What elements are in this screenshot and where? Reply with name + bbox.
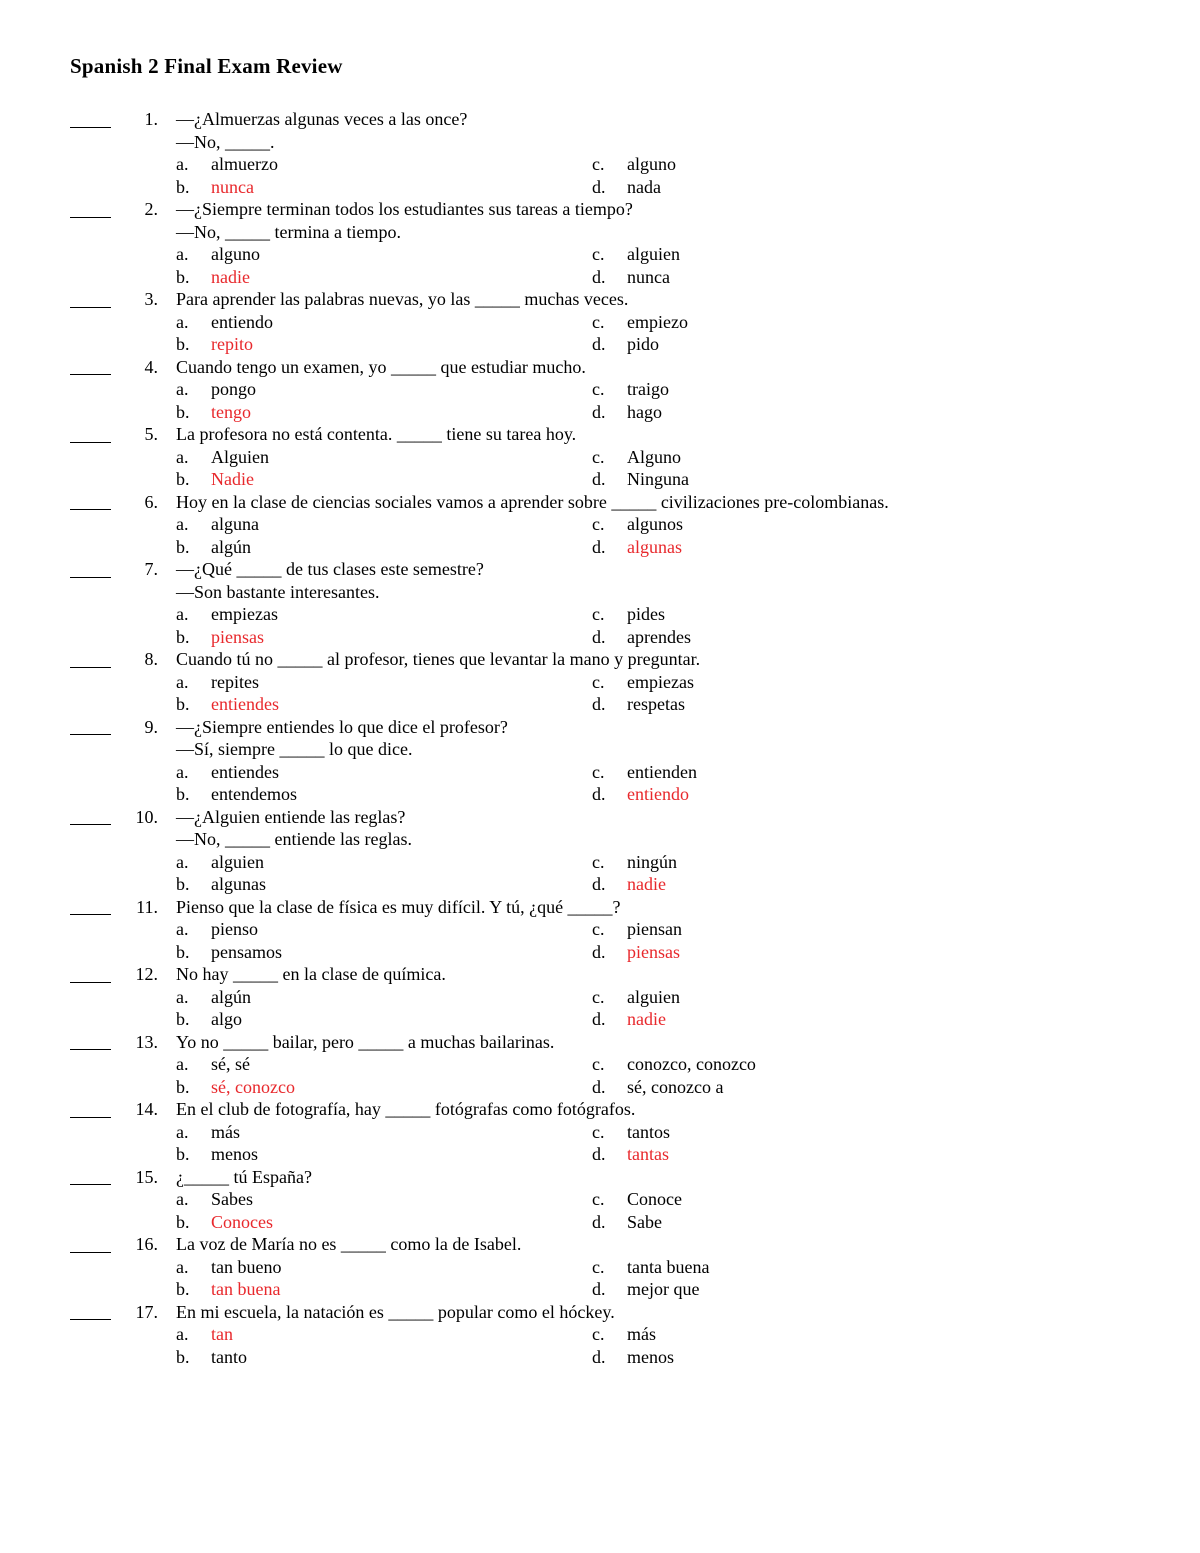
question-stem: La profesora no está contenta. _____ tiene su tarea hoy. [176, 424, 577, 444]
question-stem: —¿Siempre terminan todos los estudiantes sus tareas a tiempo? [176, 199, 633, 219]
option-text: Alguien [211, 446, 269, 467]
question-number: 15. [135, 1166, 158, 1187]
option-letter: a. [176, 604, 189, 624]
option-row [0, 1323, 1200, 1346]
question-number: 12. [135, 964, 158, 984]
option-letter: d. [592, 1279, 606, 1299]
option-text: más [211, 1121, 240, 1142]
option-text: tanta buena [627, 1256, 710, 1277]
option-text: Alguno [627, 446, 681, 467]
option-letter: c. [592, 986, 605, 1007]
page-title: Spanish 2 Final Exam Review [70, 54, 343, 78]
option-letter: a. [176, 671, 189, 692]
option-text: Conoces [211, 1211, 273, 1232]
option-text: piensan [627, 919, 682, 939]
option-letter: c. [592, 446, 605, 467]
option-row [0, 1278, 1200, 1301]
question-stem: —¿Almuerzas algunas veces a las once? [176, 109, 468, 129]
option-text: aprendes [627, 626, 691, 647]
option-row [0, 243, 1200, 266]
option-letter: d. [592, 1346, 606, 1367]
question-stem: En el club de fotografía, hay _____ fotógrafas como fotógrafos. [176, 1099, 636, 1119]
question-number: 10. [135, 806, 158, 827]
question-item [0, 896, 1200, 964]
question-stem-line [0, 221, 1200, 244]
question-stem: —No, _____. [176, 131, 275, 152]
option-text: alguien [211, 851, 264, 872]
option-text: tan bueno [211, 1256, 282, 1277]
option-row [0, 986, 1200, 1009]
option-text: más [627, 1324, 656, 1344]
question-item [0, 108, 1200, 198]
question-stem-line [0, 896, 1200, 919]
option-letter: c. [592, 514, 605, 534]
question-item [0, 288, 1200, 356]
question-stem-line [0, 1301, 1200, 1324]
option-text: algunas [211, 874, 266, 894]
question-number: 5. [144, 424, 158, 444]
question-number: 6. [144, 491, 158, 512]
option-row [0, 513, 1200, 536]
option-letter: d. [592, 176, 606, 197]
answer-blank[interactable] [70, 716, 111, 739]
option-letter: d. [592, 401, 606, 422]
option-letter: c. [592, 1054, 605, 1074]
option-text: algún [211, 536, 251, 557]
option-row [0, 761, 1200, 784]
option-letter: b. [176, 536, 190, 557]
option-letter: c. [592, 919, 605, 939]
option-text: piensas [211, 626, 264, 647]
option-row [0, 266, 1200, 289]
option-letter: b. [176, 1211, 190, 1232]
question-item [0, 1098, 1200, 1166]
question-item [0, 648, 1200, 716]
answer-blank[interactable] [70, 1301, 111, 1324]
option-text: empiezo [627, 311, 688, 332]
option-text: tan [211, 1324, 233, 1344]
option-letter: c. [592, 604, 605, 624]
option-text: Sabes [211, 1189, 253, 1209]
option-letter: d. [592, 266, 606, 287]
option-text: menos [211, 1144, 258, 1164]
option-row [0, 378, 1200, 401]
option-row [0, 693, 1200, 716]
question-stem: ¿_____ tú España? [176, 1166, 312, 1187]
option-letter: b. [176, 1279, 190, 1299]
option-row [0, 1008, 1200, 1031]
option-letter: a. [176, 379, 189, 399]
question-stem: No hay _____ en la clase de química. [176, 964, 446, 984]
question-stem: —No, _____ termina a tiempo. [176, 221, 401, 242]
answer-blank[interactable] [70, 896, 111, 919]
option-letter: c. [592, 379, 605, 399]
option-text: algo [211, 1009, 242, 1029]
answer-blank[interactable] [70, 1233, 111, 1256]
option-text: respetas [627, 694, 685, 714]
option-text: nadie [211, 266, 250, 287]
option-letter: a. [176, 919, 189, 939]
option-text: entiendes [211, 694, 279, 714]
question-stem-line [0, 581, 1200, 604]
option-letter: a. [176, 1121, 189, 1142]
answer-blank[interactable] [70, 558, 111, 581]
question-stem: —No, _____ entiende las reglas. [176, 829, 412, 849]
question-stem-line [0, 828, 1200, 851]
option-row [0, 1121, 1200, 1144]
question-stem-line [0, 738, 1200, 761]
option-letter: b. [176, 1346, 190, 1367]
option-text: alguna [211, 514, 259, 534]
option-letter: b. [176, 334, 190, 354]
option-letter: b. [176, 694, 190, 714]
question-stem: La voz de María no es _____ como la de Isabel. [176, 1234, 522, 1254]
option-letter: a. [176, 1054, 189, 1074]
option-text: menos [627, 1346, 674, 1367]
question-item [0, 356, 1200, 424]
option-row [0, 333, 1200, 356]
option-letter: d. [592, 1009, 606, 1029]
question-item [0, 716, 1200, 806]
question-item [0, 806, 1200, 896]
question-stem-line [0, 558, 1200, 581]
option-text: pienso [211, 919, 258, 939]
question-stem-line [0, 963, 1200, 986]
question-stem: Hoy en la clase de ciencias sociales vamos a aprender sobre _____ civilizaciones pre-colombianas. [176, 491, 889, 512]
option-text: hago [627, 401, 662, 422]
option-letter: b. [176, 266, 190, 287]
option-text: empiezas [627, 671, 694, 692]
option-letter: d. [592, 334, 606, 354]
question-stem-line [0, 198, 1200, 221]
option-row [0, 176, 1200, 199]
option-letter: a. [176, 244, 189, 264]
option-letter: b. [176, 1076, 190, 1097]
option-text: entiendo [211, 311, 273, 332]
option-letter: b. [176, 941, 190, 962]
option-row [0, 401, 1200, 424]
option-letter: c. [592, 154, 605, 174]
question-item [0, 1031, 1200, 1099]
question-item [0, 963, 1200, 1031]
option-text: tanto [211, 1346, 247, 1367]
question-item [0, 1233, 1200, 1301]
question-stem-line [0, 1233, 1200, 1256]
option-text: Ninguna [627, 469, 689, 489]
question-stem: —¿Alguien entiende las reglas? [176, 806, 406, 827]
option-row [0, 446, 1200, 469]
question-item [0, 558, 1200, 648]
option-row [0, 918, 1200, 941]
answer-blank[interactable] [70, 1166, 111, 1189]
option-text: almuerzo [211, 154, 278, 174]
option-text: alguien [627, 244, 680, 264]
option-letter: b. [176, 469, 190, 489]
answer-blank[interactable] [70, 491, 111, 514]
option-text: alguno [627, 154, 676, 174]
option-letter: a. [176, 851, 189, 872]
option-text: tantos [627, 1121, 670, 1142]
answer-blank[interactable] [70, 423, 111, 446]
question-number: 17. [135, 1301, 158, 1322]
option-text: conozco, conozco [627, 1054, 756, 1074]
option-text: Conoce [627, 1189, 682, 1209]
option-text: entendemos [211, 784, 297, 804]
question-stem-line [0, 806, 1200, 829]
option-letter: b. [176, 1009, 190, 1029]
option-text: Nadie [211, 469, 254, 489]
question-stem: Para aprender las palabras nuevas, yo las _____ muchas veces. [176, 289, 629, 309]
option-letter: c. [592, 1189, 605, 1209]
option-text: sé, sé [211, 1054, 250, 1074]
question-stem-line [0, 491, 1200, 514]
option-letter: b. [176, 874, 190, 894]
option-letter: c. [592, 671, 605, 692]
option-text: pongo [211, 379, 256, 399]
option-letter: a. [176, 514, 189, 534]
question-number: 7. [144, 559, 158, 579]
question-number: 9. [144, 716, 158, 737]
option-text: tan buena [211, 1279, 281, 1299]
option-text: pensamos [211, 941, 282, 962]
option-letter: d. [592, 874, 606, 894]
option-letter: a. [176, 446, 189, 467]
option-letter: b. [176, 626, 190, 647]
question-number: 16. [135, 1234, 158, 1254]
option-text: nadie [627, 874, 666, 894]
question-stem-line [0, 1098, 1200, 1121]
question-stem: Cuando tengo un examen, yo _____ que estudiar mucho. [176, 356, 586, 377]
option-row [0, 1143, 1200, 1166]
option-letter: b. [176, 176, 190, 197]
question-number: 13. [135, 1031, 158, 1052]
option-letter: d. [592, 1076, 606, 1097]
option-text: entiendo [627, 784, 689, 804]
option-letter: a. [176, 154, 189, 174]
option-row [0, 873, 1200, 896]
option-letter: d. [592, 626, 606, 647]
option-row [0, 783, 1200, 806]
option-letter: d. [592, 941, 606, 962]
option-text: ningún [627, 851, 678, 872]
question-stem: —Son bastante interesantes. [176, 581, 380, 602]
option-row [0, 1256, 1200, 1279]
question-stem: Cuando tú no _____ al profesor, tienes que levantar la mano y preguntar. [176, 649, 701, 669]
question-stem: Pienso que la clase de física es muy difícil. Y tú, ¿qué _____? [176, 896, 621, 917]
answer-blank[interactable] [70, 806, 111, 829]
option-letter: a. [176, 1189, 189, 1209]
option-letter: a. [176, 1256, 189, 1277]
question-item [0, 1301, 1200, 1369]
option-text: pido [627, 334, 660, 354]
option-letter: c. [592, 1121, 605, 1142]
option-row [0, 311, 1200, 334]
option-row [0, 603, 1200, 626]
answer-blank[interactable] [70, 1031, 111, 1054]
question-number: 14. [135, 1099, 158, 1119]
option-text: alguno [211, 244, 260, 264]
option-text: nada [627, 176, 661, 197]
option-letter: d. [592, 1211, 606, 1232]
option-text: algunos [627, 514, 683, 534]
option-row [0, 1346, 1200, 1369]
question-stem-line [0, 108, 1200, 131]
option-letter: d. [592, 784, 606, 804]
option-letter: c. [592, 1256, 605, 1277]
option-row [0, 1076, 1200, 1099]
question-item [0, 198, 1200, 288]
option-row [0, 153, 1200, 176]
question-stem-line [0, 356, 1200, 379]
option-text: nadie [627, 1009, 666, 1029]
question-item [0, 423, 1200, 491]
answer-blank[interactable] [70, 288, 111, 311]
option-text: entiendes [211, 761, 279, 782]
question-stem-line [0, 1166, 1200, 1189]
question-item [0, 491, 1200, 559]
option-letter: d. [592, 536, 606, 557]
question-number: 1. [144, 109, 158, 129]
option-row [0, 671, 1200, 694]
question-number: 3. [144, 289, 158, 309]
question-stem-line [0, 423, 1200, 446]
option-letter: d. [592, 1144, 606, 1164]
option-text: algunas [627, 536, 682, 557]
option-text: mejor que [627, 1279, 700, 1299]
option-letter: d. [592, 469, 606, 489]
option-text: repites [211, 671, 259, 692]
option-letter: c. [592, 851, 605, 872]
option-text: nunca [627, 266, 670, 287]
option-row [0, 536, 1200, 559]
option-text: nunca [211, 176, 254, 197]
option-text: pides [627, 604, 665, 624]
answer-blank[interactable] [70, 108, 111, 131]
question-number: 8. [144, 649, 158, 669]
question-number: 2. [144, 199, 158, 219]
question-number: 4. [144, 356, 158, 377]
question-stem: Yo no _____ bailar, pero _____ a muchas bailarinas. [176, 1031, 555, 1052]
option-row [0, 1211, 1200, 1234]
option-text: tantas [627, 1144, 669, 1164]
option-text: sé, conozco [211, 1076, 295, 1097]
answer-blank[interactable] [70, 648, 111, 671]
option-row [0, 1053, 1200, 1076]
option-row [0, 851, 1200, 874]
answer-blank[interactable] [70, 356, 111, 379]
question-item [0, 1166, 1200, 1234]
option-letter: b. [176, 784, 190, 804]
answer-blank[interactable] [70, 963, 111, 986]
option-letter: a. [176, 986, 189, 1007]
option-text: repito [211, 334, 253, 354]
question-number: 11. [136, 896, 158, 917]
question-stem: En mi escuela, la natación es _____ popular como el hóckey. [176, 1301, 615, 1322]
option-letter: c. [592, 1324, 605, 1344]
option-letter: d. [592, 694, 606, 714]
option-row [0, 941, 1200, 964]
option-letter: c. [592, 761, 605, 782]
option-text: Sabe [627, 1211, 662, 1232]
option-text: piensas [627, 941, 680, 962]
question-stem: —Sí, siempre _____ lo que dice. [176, 739, 413, 759]
question-stem: —¿Siempre entiendes lo que dice el profesor? [176, 716, 508, 737]
question-list [0, 108, 1200, 1368]
option-letter: b. [176, 1144, 190, 1164]
answer-blank[interactable] [70, 198, 111, 221]
option-letter: c. [592, 244, 605, 264]
option-letter: c. [592, 311, 605, 332]
question-stem-line [0, 648, 1200, 671]
option-letter: a. [176, 311, 189, 332]
question-stem-line [0, 716, 1200, 739]
option-text: algún [211, 986, 251, 1007]
option-text: empiezas [211, 604, 278, 624]
option-letter: b. [176, 401, 190, 422]
question-stem-line [0, 131, 1200, 154]
question-stem-line [0, 288, 1200, 311]
question-stem-line [0, 1031, 1200, 1054]
answer-blank[interactable] [70, 1098, 111, 1121]
question-stem: —¿Qué _____ de tus clases este semestre? [176, 559, 484, 579]
option-row [0, 1188, 1200, 1211]
option-text: sé, conozco a [627, 1076, 724, 1097]
option-row [0, 468, 1200, 491]
option-row [0, 626, 1200, 649]
option-letter: a. [176, 761, 189, 782]
option-text: alguien [627, 986, 680, 1007]
option-text: traigo [627, 379, 669, 399]
option-text: entienden [627, 761, 697, 782]
option-letter: a. [176, 1324, 189, 1344]
option-text: tengo [211, 401, 251, 422]
